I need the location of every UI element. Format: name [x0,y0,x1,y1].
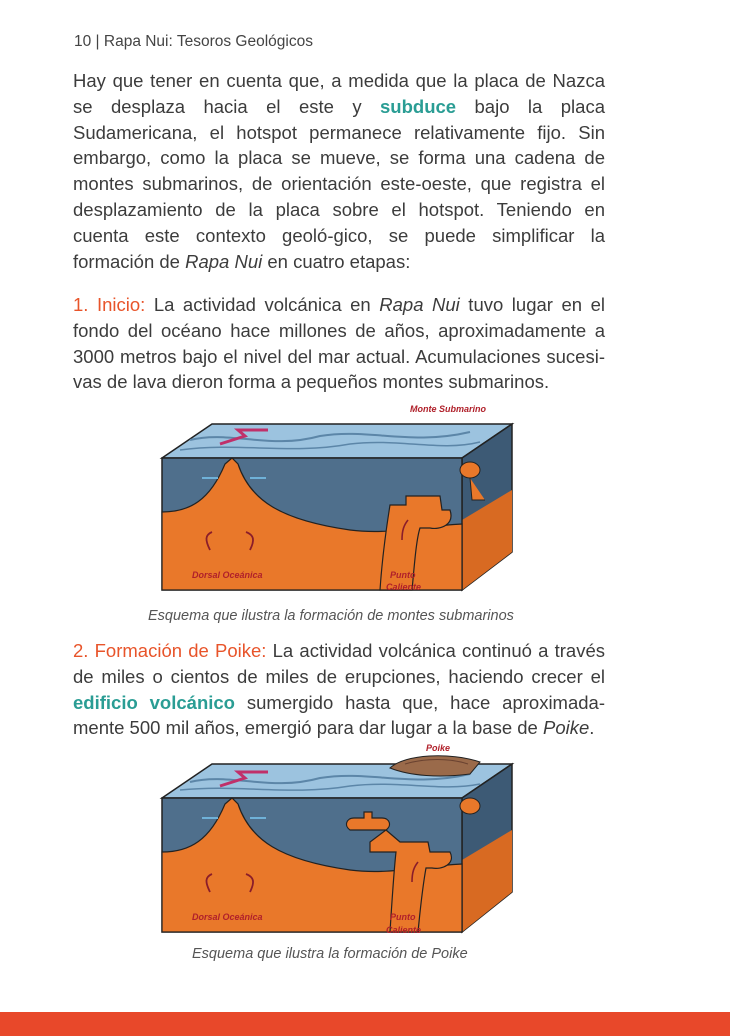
stage1-text-2: tuvo lugar en el fondo del océano hace millones de años, aproximadamente a 3000 metros bajo el nivel del mar actual. Acumulaciones sucesi-vas de lava dieron forma a pequeños montes submarinos. [73,294,605,393]
fig1-label-hotspot-2: Caliente [386,582,422,592]
stage2-label: 2. Formación de Poike: [73,640,267,661]
fig2-label-hotspot-1: Punto [390,912,416,922]
term-subduce: subduce [380,95,457,117]
fig1-label-hotspot-1: Punto [390,570,416,580]
intro-text-3: en cuatro etapas: [262,250,411,272]
stage2-text-3: . [589,717,595,739]
figure1-caption: Esquema que ilustra la formación de montes submarinos [148,608,514,624]
fig1-label-top: Monte Submarino [410,404,486,414]
fig1-water-surface [162,424,512,458]
intro-text-2: bajo la placa Sudamericana, el hotspot permanece relativamente fijo. Sin embargo, como la placa se mueve, se forma una cadena de montes submarinos, de orientación este-oeste, que registra el desplazamiento de la placa sobre el hotspot. Teniendo en cuenta este contexto geoló-gico, se puede simplificar la formación de [73,95,605,272]
figure1-diagram [150,400,520,600]
stage2-paragraph [73,638,605,741]
stage2-text-2: sumergido hasta que, hace aproximada-mente 500 mil años, emergió para dar lugar a la base de [73,691,605,739]
intro-paragraph [73,68,605,274]
fig2-label-hotspot-2: Caliente [386,925,422,935]
fig1-label-ridge: Dorsal Oceánica [192,570,263,580]
stage2-italic-poike: Poike [542,717,590,739]
intro-italic-rapa-nui: Rapa Nui [185,250,263,272]
figure2-caption: Esquema que ilustra la formación de Poike [192,946,468,962]
stage2-text-1: La actividad volcánica continuó a través de miles o cientos de miles de erupciones, haciendo crecer el [73,640,606,687]
footer-bar [0,1012,730,1036]
stage1-text-1: La actividad volcánica en [145,294,380,315]
stage1-label: 1. Inicio: [73,294,146,315]
term-edificio-volcanico: edificio volcánico [73,691,235,713]
figure2-diagram [150,740,520,945]
fig2-label-top: Poike [426,743,451,753]
stage1-italic: Rapa Nui [379,294,460,315]
fig2-label-ridge: Dorsal Oceánica [192,912,263,922]
stage1-paragraph [73,292,605,395]
intro-text-1: Hay que tener en cuenta que, a medida que la placa de Nazca se desplaza hacia el este y [73,70,605,117]
page-header: 10 | Rapa Nui: Tesoros Geológicos [74,33,313,50]
